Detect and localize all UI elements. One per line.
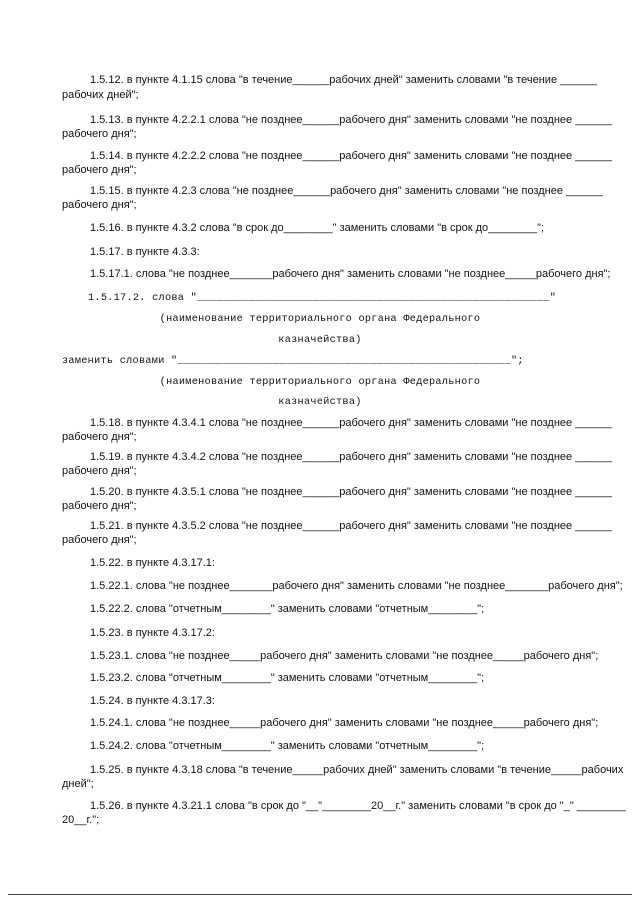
item-1-5-26: 1.5.26. в пункте 4.3.21.1 слова "в срок до "__"________20__г." заменить словами "в срок до "_" ________ bbox=[90, 800, 626, 812]
item-1-5-17: 1.5.17. в пункте 4.3.3: bbox=[90, 246, 200, 258]
item-1-5-22-1: 1.5.22.1. слова "не позднее_______рабочего дня" заменить словами "не позднее_______рабочего дня"; bbox=[90, 580, 623, 592]
item-1-5-17-2: 1.5.17.2. слова "_______________________________________________________" bbox=[88, 293, 557, 304]
item-1-5-24: 1.5.24. в пункте 4.3.17.3: bbox=[90, 695, 215, 707]
item-1-5-24-1: 1.5.24.1. слова "не позднее_____рабочего дня" заменить словами "не позднее_____рабочего дня"; bbox=[90, 717, 599, 729]
item-1-5-20-cont: рабочего дня"; bbox=[62, 500, 137, 512]
item-1-5-19: 1.5.19. в пункте 4.3.4.2 слова "не позднее______рабочего дня" заменить словами "не позднее ______ bbox=[90, 451, 612, 463]
caption-territorial-body-2: (наименование территориального органа Федерального bbox=[159, 377, 481, 388]
item-1-5-23: 1.5.23. в пункте 4.3.17.2: bbox=[90, 627, 215, 639]
item-1-5-18-cont: рабочего дня"; bbox=[62, 431, 137, 443]
item-1-5-21: 1.5.21. в пункте 4.3.5.2 слова "не позднее______рабочего дня" заменить словами "не позднее ______ bbox=[90, 520, 612, 532]
item-1-5-13: 1.5.13. в пункте 4.2.2.1 слова "не позднее______рабочего дня" заменить словами "не позднее ______ bbox=[90, 114, 612, 126]
item-1-5-14: 1.5.14. в пункте 4.2.2.2 слова "не позднее______рабочего дня" заменить словами "не позднее ______ bbox=[90, 150, 612, 162]
item-1-5-19-cont: рабочего дня"; bbox=[62, 465, 137, 477]
item-1-5-22-2: 1.5.22.2. слова "отчетным________" заменить словами "отчетным________"; bbox=[90, 603, 485, 615]
caption-treasury: казначейства) bbox=[278, 335, 362, 346]
item-1-5-20: 1.5.20. в пункте 4.3.5.1 слова "не позднее______рабочего дня" заменить словами "не позднее ______ bbox=[90, 486, 612, 498]
caption-treasury-2: казначейства) bbox=[278, 397, 362, 408]
item-1-5-12-cont: рабочих дней"; bbox=[62, 89, 139, 101]
item-1-5-21-cont: рабочего дня"; bbox=[62, 534, 137, 546]
replace-with-line: заменить словами "____________________________________________________"; bbox=[62, 356, 524, 367]
item-1-5-15: 1.5.15. в пункте 4.2.3 слова "не позднее______рабочего дня" заменить словами "не позднее ______ bbox=[90, 185, 603, 197]
item-1-5-14-cont: рабочего дня"; bbox=[62, 164, 137, 176]
item-1-5-13-cont: рабочего дня"; bbox=[62, 128, 137, 140]
item-1-5-24-2: 1.5.24.2. слова "отчетным________" заменить словами "отчетным________"; bbox=[90, 740, 485, 752]
page-bottom-rule bbox=[8, 894, 632, 895]
item-1-5-17-1: 1.5.17.1. слова "не позднее_______рабочего дня" заменить словами "не позднее_____рабочего дня"; bbox=[90, 268, 611, 280]
item-1-5-23-2: 1.5.23.2. слова "отчетным________" заменить словами "отчетным________"; bbox=[90, 672, 485, 684]
item-1-5-23-1: 1.5.23.1. слова "не позднее_____рабочего дня" заменить словами "не позднее_____рабочего дня"; bbox=[90, 650, 599, 662]
item-1-5-25: 1.5.25. в пункте 4.3.18 слова "в течение_____рабочих дней" заменить словами "в течение_____рабочих bbox=[90, 764, 624, 776]
item-1-5-26-cont: 20__г."; bbox=[62, 814, 100, 826]
item-1-5-12: 1.5.12. в пункте 4.1.15 слова "в течение______рабочих дней" заменить словами "в течение ______ bbox=[90, 74, 597, 86]
item-1-5-25-cont: дней"; bbox=[62, 778, 94, 790]
item-1-5-18: 1.5.18. в пункте 4.3.4.1 слова "не позднее______рабочего дня" заменить словами "не позднее ______ bbox=[90, 417, 612, 429]
item-1-5-22: 1.5.22. в пункте 4.3.17.1: bbox=[90, 557, 215, 569]
item-1-5-16: 1.5.16. в пункте 4.3.2 слова "в срок до________" заменить словами "в срок до________"; bbox=[90, 222, 545, 234]
caption-territorial-body: (наименование территориального органа Федерального bbox=[159, 314, 481, 325]
item-1-5-15-cont: рабочего дня"; bbox=[62, 199, 137, 211]
